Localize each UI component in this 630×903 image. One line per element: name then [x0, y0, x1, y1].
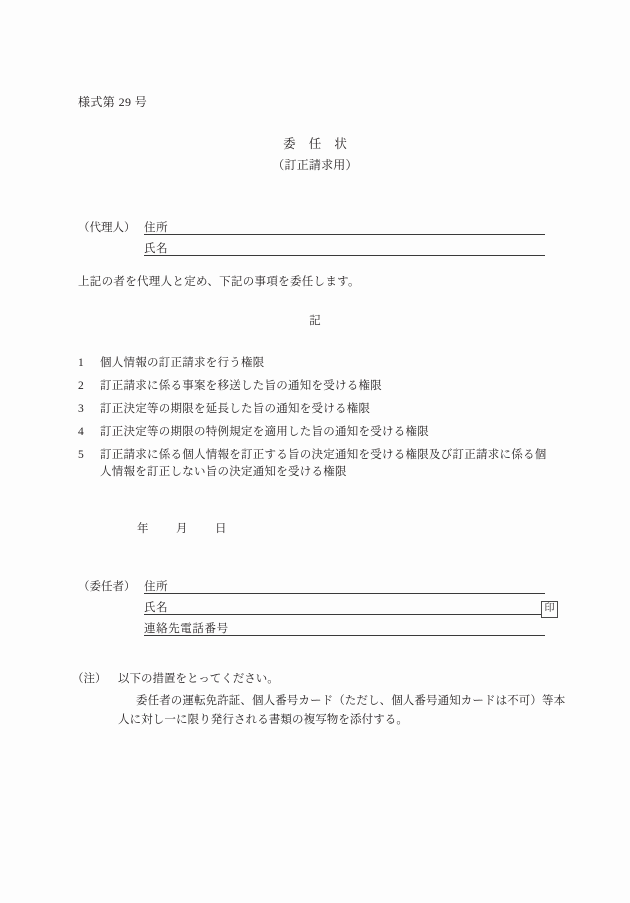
- list-item: [78, 355, 558, 372]
- delegator-name-row[interactable]: [144, 599, 555, 620]
- delegator-phone-row[interactable]: [144, 620, 545, 641]
- agent-name-label: 氏名: [144, 243, 169, 255]
- agent-fields: [144, 219, 545, 261]
- list-item: [78, 424, 558, 441]
- authority-list: [78, 355, 558, 487]
- list-item-number: 5: [78, 449, 84, 461]
- list-item-text: 訂正決定等の期限の特例規定を適用した旨の通知を受ける権限: [100, 426, 429, 438]
- note-body: [118, 692, 572, 730]
- seal-stamp-box[interactable]: 印: [541, 601, 558, 618]
- note-heading-row: [72, 671, 572, 688]
- list-item-text: 訂正決定等の期限を延長した旨の通知を受ける権限: [100, 403, 371, 415]
- list-item: [78, 401, 558, 418]
- list-item-number: 1: [78, 357, 84, 369]
- delegator-name-rule: [144, 614, 545, 615]
- list-item-number: 3: [78, 403, 84, 415]
- list-item-text: 訂正請求に係る個人情報を訂正する旨の決定通知を受ける権限及び訂正請求に係る個人情報を訂正しない旨の決定通知を受ける権限: [100, 449, 547, 478]
- delegator-address-label: 住所: [144, 581, 169, 593]
- list-item: [78, 378, 558, 395]
- delegator-phone-label: 連絡先電話番号: [144, 623, 229, 635]
- agent-address-rule: [144, 234, 545, 235]
- list-item: [78, 447, 558, 480]
- lead-sentence: 上記の者を代理人と定め、下記の事項を委任します。: [78, 276, 360, 288]
- delegator-fields: [144, 578, 555, 641]
- list-item-number: 4: [78, 426, 84, 438]
- delegator-block-tag: （委任者）: [78, 581, 136, 593]
- list-item-text: 個人情報の訂正請求を行う権限: [100, 357, 265, 369]
- agent-name-rule: [144, 255, 545, 256]
- note-heading: 以下の措置をとってください。: [118, 673, 279, 685]
- note-body-line-2: 人に対し一に限り発行される書類の複写物を添付する。: [118, 714, 408, 726]
- form-number: 様式第 29 号: [78, 95, 148, 109]
- note-tag: （注）: [72, 673, 107, 685]
- note-block: [72, 671, 572, 730]
- note-body-line-1: 委任者の運転免許証、個人番号カード（ただし、個人番号通知カードは不可）等本: [136, 695, 566, 707]
- date-line[interactable]: 年 月 日: [137, 523, 235, 535]
- list-item-number: 2: [78, 380, 84, 392]
- delegator-phone-rule: [144, 635, 545, 636]
- agent-address-label: 住所: [144, 222, 169, 234]
- agent-address-row[interactable]: [144, 219, 545, 240]
- document-title: 委 任 状: [283, 137, 352, 151]
- list-item-text: 訂正請求に係る事案を移送した旨の通知を受ける権限: [100, 380, 382, 392]
- delegator-address-row[interactable]: [144, 578, 545, 599]
- ki-marker: 記: [309, 315, 321, 327]
- document-subtitle: （訂正請求用）: [272, 158, 358, 172]
- delegator-name-label: 氏名: [144, 602, 169, 614]
- agent-name-row[interactable]: [144, 240, 545, 261]
- delegator-address-rule: [144, 593, 545, 594]
- agent-block-tag: （代理人）: [78, 222, 136, 234]
